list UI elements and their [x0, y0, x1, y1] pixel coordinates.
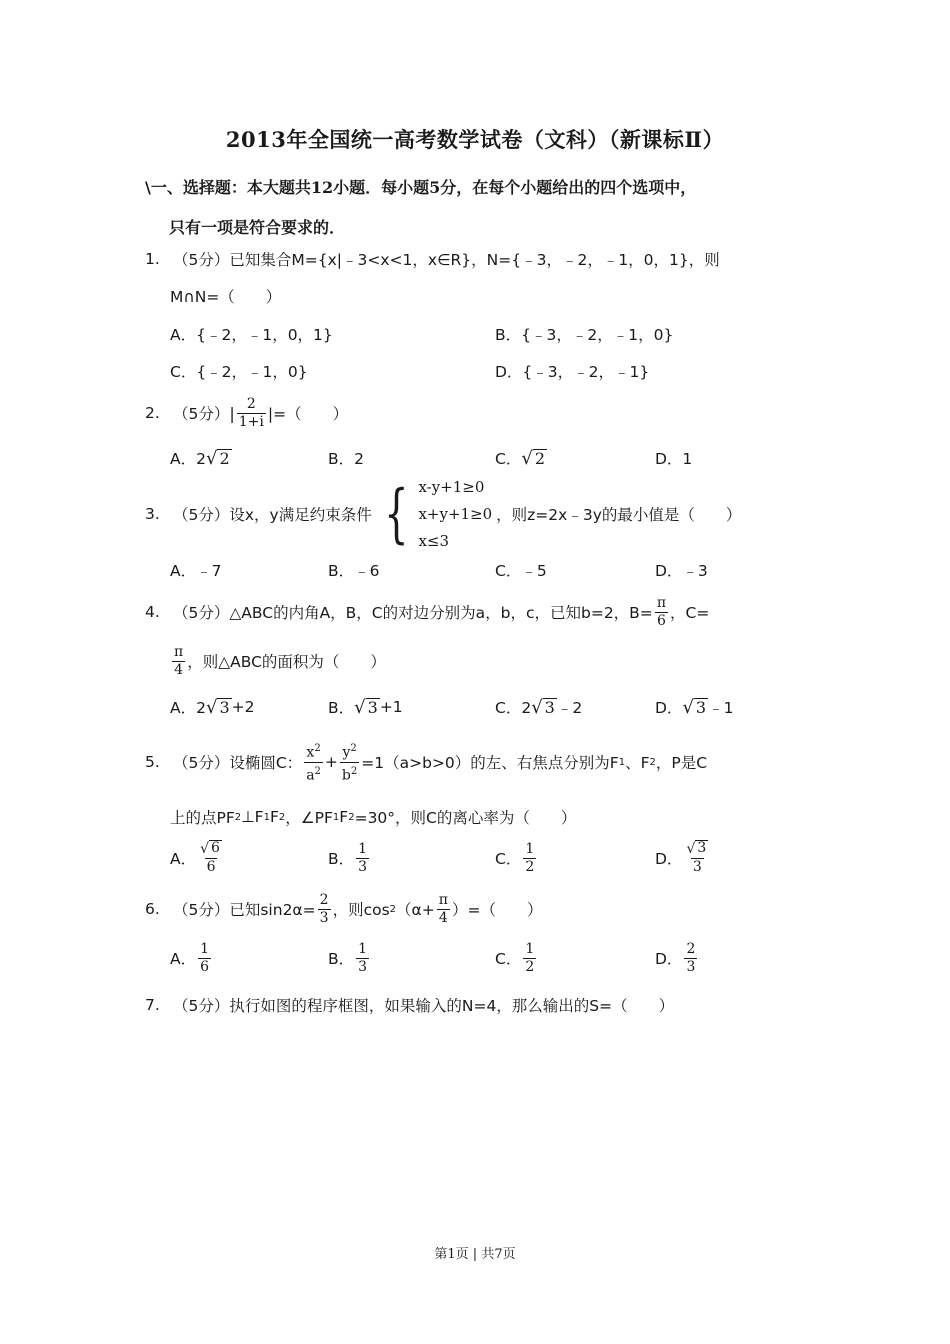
- option-c: [495, 838, 538, 878]
- footer-separator: |: [472, 1247, 478, 1262]
- option-label: A．2: [170, 699, 206, 717]
- denominator: 4: [438, 909, 448, 926]
- option-tail: +1: [379, 698, 403, 716]
- option-a: [170, 438, 232, 478]
- denominator: 3: [358, 858, 368, 875]
- numerator: 1: [525, 940, 535, 957]
- question-text: ，P是C: [655, 754, 708, 772]
- question-number: 1.: [145, 250, 160, 268]
- numerator: π: [656, 594, 667, 611]
- fraction: [356, 941, 369, 976]
- denominator: 4: [174, 661, 184, 678]
- option-b: [328, 687, 403, 727]
- denominator: 6: [206, 859, 216, 875]
- option-c: C．﹣5: [495, 562, 547, 580]
- option-b: B．2: [328, 450, 364, 468]
- page-total: 共7页: [481, 1247, 516, 1262]
- sqrt: √ 2: [205, 447, 230, 469]
- question-5-line1: [145, 738, 707, 786]
- question-text: （5分）△ABC的内角A，B，C的对边分别为a，b，c，已知b=2，B=: [173, 604, 653, 622]
- fraction-x2-a2: [304, 740, 323, 784]
- option-label: D．: [655, 950, 683, 968]
- denominator: 3: [358, 958, 368, 975]
- sqrt: √ 3: [531, 696, 555, 718]
- radicand: 3: [697, 840, 707, 856]
- numerator: 1: [358, 940, 368, 957]
- fraction: [523, 841, 536, 876]
- denominator: 1+i: [238, 413, 264, 430]
- question-text: 、F: [625, 754, 650, 772]
- option-label: A．2: [170, 450, 206, 468]
- question-text: ⊥F: [241, 808, 264, 826]
- question-3: [145, 474, 741, 554]
- question-number: 7.: [145, 996, 160, 1014]
- denominator: b: [341, 767, 351, 784]
- option-label: A．: [170, 950, 197, 968]
- option-a: A．﹣7: [170, 562, 222, 580]
- question-4-line1: [145, 592, 709, 632]
- option-c: [495, 438, 547, 478]
- abs-bar: |: [229, 403, 235, 423]
- option-c: [495, 938, 538, 978]
- fraction: [237, 396, 266, 431]
- exponent: 2: [314, 742, 321, 754]
- question-1-line1: [145, 242, 720, 276]
- brace-icon: {: [383, 477, 409, 551]
- option-a: [170, 687, 255, 727]
- numerator: π: [174, 643, 184, 660]
- fraction: [198, 941, 211, 976]
- question-text: （5分）已知集合M={x|﹣3<x<1，x∈R}，N={﹣3，﹣2，﹣1，0，1}，则: [173, 251, 720, 269]
- question-4-line2: [170, 641, 386, 681]
- subscript: 2: [348, 811, 355, 823]
- fraction: [523, 941, 536, 976]
- option-label: C．: [495, 850, 522, 868]
- option-label: B．: [328, 950, 355, 968]
- page-footer: [0, 1243, 950, 1262]
- option-a: [170, 938, 213, 978]
- subscript: 2: [234, 811, 242, 823]
- option-label: A．: [170, 850, 197, 868]
- denominator: 6: [656, 612, 666, 629]
- subscript: 2: [649, 756, 656, 768]
- radicand: 2: [219, 448, 230, 468]
- sqrt: √ 2: [521, 447, 545, 469]
- exponent: 2: [389, 903, 397, 915]
- denominator: 2: [525, 958, 535, 975]
- radicand: 6: [211, 840, 220, 856]
- subscript: 1: [332, 811, 340, 823]
- fraction: [198, 840, 224, 876]
- fraction: [655, 595, 668, 630]
- denominator: 6: [200, 958, 210, 975]
- numerator: 2: [319, 891, 329, 908]
- question-2: [145, 394, 348, 432]
- option-label: D．: [655, 850, 683, 868]
- constraint-system: [376, 474, 492, 555]
- question-1-line2: [170, 279, 281, 313]
- question-text: ，则△ABC的面积为（ ）: [187, 653, 386, 671]
- numerator: 1: [358, 840, 368, 857]
- option-tail: ﹣1: [708, 699, 734, 717]
- question-text: （5分）已知sin2α=: [173, 901, 316, 919]
- radicand: 2: [534, 448, 545, 468]
- question-number: 3.: [145, 505, 160, 523]
- question-text-tail: |=（ ）: [267, 405, 349, 423]
- fraction: [684, 840, 710, 876]
- section-heading-line2: 只有一项是符合要求的．: [169, 218, 346, 237]
- option-c: C．{﹣2，﹣1，0}: [170, 363, 308, 381]
- constraint: x≤3: [418, 531, 450, 550]
- question-5-line2: [170, 800, 576, 834]
- question-number: 2.: [145, 404, 160, 422]
- sqrt: √ 3: [686, 840, 707, 857]
- fraction: [684, 941, 697, 976]
- exponent: 2: [350, 765, 358, 777]
- sqrt: √ 3: [205, 696, 230, 718]
- option-c: [495, 687, 582, 727]
- option-label: C．2: [495, 699, 532, 717]
- fraction-y2-b2: [340, 740, 359, 784]
- denominator: a: [306, 767, 315, 784]
- radicand: 3: [544, 697, 555, 717]
- question-text: ，C=: [670, 604, 710, 622]
- option-label: B．: [328, 699, 355, 717]
- question-7: [145, 988, 674, 1022]
- numerator: 2: [686, 940, 696, 957]
- radicand: 3: [695, 697, 707, 717]
- radicand: 3: [367, 697, 378, 717]
- question-number: 4.: [145, 603, 160, 621]
- question-text: ，则cos: [332, 901, 390, 919]
- numerator: 2: [246, 395, 256, 412]
- subscript: 1: [263, 811, 270, 823]
- option-a: A．{﹣2，﹣1，0，1}: [170, 326, 333, 344]
- section-heading: [145, 168, 805, 248]
- numerator: 1: [525, 840, 535, 857]
- question-text: （5分）设x，y满足约束条件: [173, 506, 372, 524]
- denominator: 2: [525, 858, 535, 875]
- page-title: 2013年全国统一高考数学试卷（文科）（新课标Ⅱ）: [225, 127, 725, 152]
- numerator: π: [438, 891, 448, 908]
- numerator: 1: [200, 940, 210, 957]
- page-number: 第1页: [434, 1247, 469, 1262]
- option-d: D．{﹣3，﹣2，﹣1}: [495, 363, 650, 381]
- section-heading-line1: \一、选择题：本大题共12小题．每小题5分，在每个小题给出的四个选项中，: [145, 178, 697, 197]
- question-text: F: [339, 808, 349, 826]
- option-tail: ﹣2: [556, 699, 583, 717]
- subscript: 2: [278, 811, 286, 823]
- numerator: y: [342, 744, 351, 761]
- question-text-tail: ）=（ ）: [451, 901, 543, 919]
- option-b: B．{﹣3，﹣2，﹣1，0}: [495, 326, 674, 344]
- sqrt: √ 3: [354, 696, 378, 718]
- denominator: 3: [686, 958, 696, 975]
- fraction: [437, 892, 450, 927]
- question-text: M∩N=（ ）: [170, 288, 282, 306]
- question-text: （α+: [396, 901, 435, 919]
- option-d: [655, 938, 699, 978]
- option-d: [655, 687, 733, 727]
- exponent: 2: [350, 742, 357, 754]
- question-text: 上的点PF: [170, 809, 235, 827]
- fraction: [172, 644, 185, 679]
- sqrt: √ 6: [200, 840, 220, 857]
- question-text: ，∠PF: [285, 809, 333, 827]
- option-label: C．: [495, 450, 522, 468]
- constraint: x-y+1≥0: [418, 477, 485, 496]
- question-text-tail: ，则z=2x﹣3y的最小值是（ ）: [496, 506, 742, 524]
- question-text: F: [269, 808, 279, 826]
- question-text: =1（a>b>0）的左、右焦点分别为F: [361, 754, 619, 772]
- fraction: [356, 841, 369, 876]
- denominator: 3: [692, 859, 702, 875]
- fraction: [318, 892, 331, 927]
- option-tail: +2: [231, 698, 255, 716]
- question-text: （5分）设椭圆C：: [173, 754, 303, 772]
- subscript: 1: [618, 756, 626, 768]
- question-text: （5分）: [173, 405, 230, 423]
- plus-sign: +: [324, 753, 338, 771]
- sqrt: √ 3: [682, 696, 707, 718]
- option-b: [328, 938, 371, 978]
- question-text: =30°，则C的离心率为（ ）: [354, 809, 577, 827]
- exponent: 2: [314, 765, 321, 777]
- question-number: 6.: [145, 900, 160, 918]
- question-6: [145, 889, 542, 929]
- constraint: x+y+1≥0: [418, 504, 493, 523]
- numerator: x: [306, 744, 315, 761]
- option-b: [328, 838, 371, 878]
- question-text: （5分）执行如图的程序框图，如果输入的N=4，那么输出的S=（ ）: [173, 997, 675, 1015]
- denominator: 3: [319, 909, 329, 926]
- option-d: D．﹣3: [655, 562, 708, 580]
- option-label: C．: [495, 950, 522, 968]
- option-a: [170, 838, 226, 878]
- option-label: B．: [328, 850, 355, 868]
- option-b: B．﹣6: [328, 562, 380, 580]
- option-d: [655, 838, 712, 878]
- option-label: D．: [655, 699, 683, 717]
- question-number: 5.: [145, 753, 160, 771]
- option-d: D．1: [655, 450, 693, 468]
- radicand: 3: [219, 697, 230, 717]
